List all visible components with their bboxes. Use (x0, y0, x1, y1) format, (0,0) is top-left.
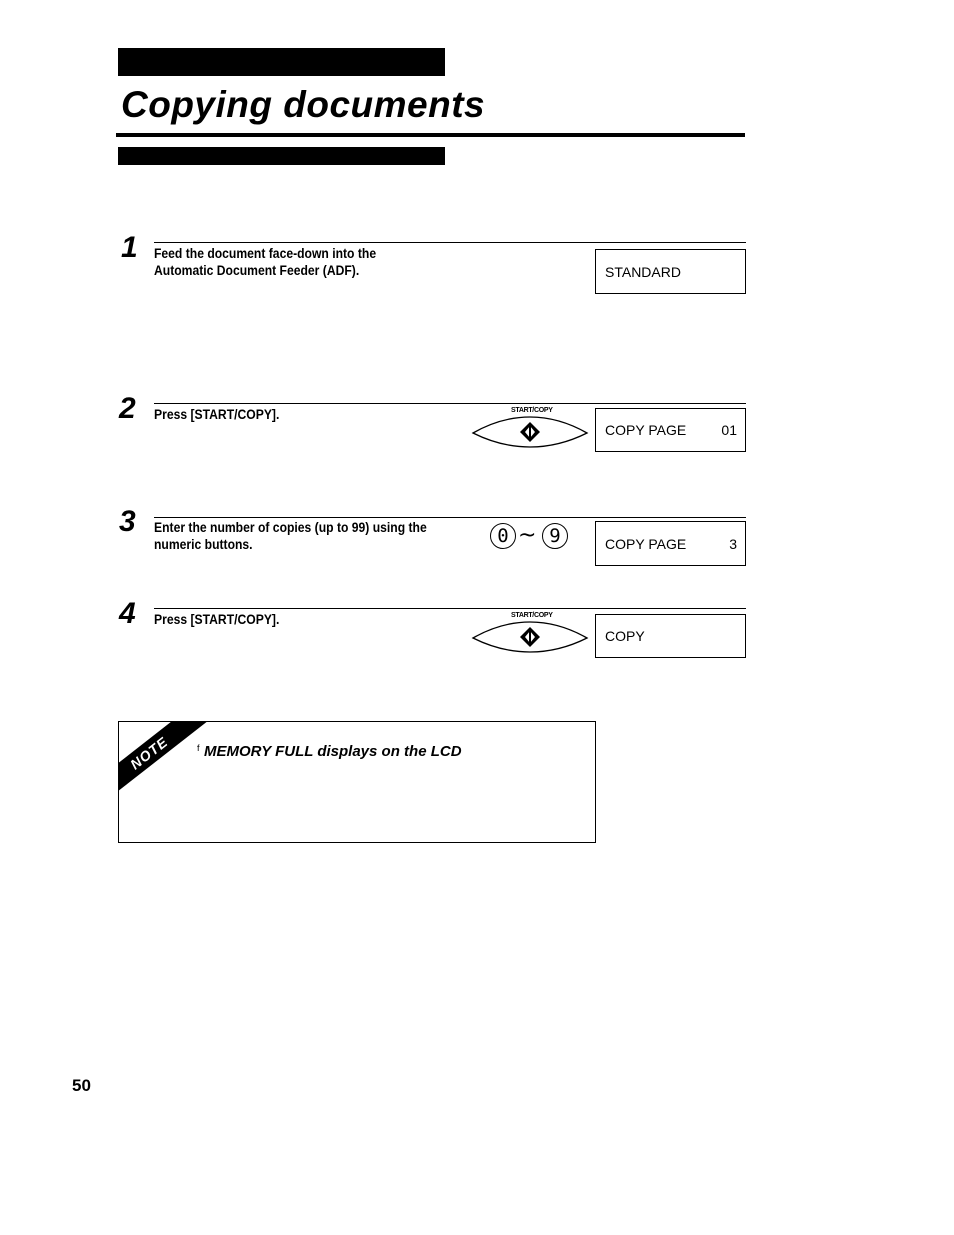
step-number: 2 (119, 392, 136, 425)
step-divider (154, 608, 746, 609)
lcd-display (595, 249, 746, 294)
step-number: 3 (119, 505, 136, 538)
lcd-label: COPY (605, 628, 645, 644)
numeric-key-nine-label: 9 (549, 525, 561, 547)
page-title: Copying documents (121, 84, 486, 125)
title-underline (116, 133, 745, 137)
start-diamond-icon (471, 407, 589, 449)
step-instruction: Feed the document face-down into the Automatic Document Feeder (ADF). (154, 246, 377, 278)
start-copy-label: START/COPY (511, 612, 553, 619)
note-tag: NOTE (127, 733, 171, 773)
lcd-label: STANDARD (605, 263, 681, 280)
step-divider (154, 517, 746, 518)
lcd-display (595, 521, 746, 566)
step-divider (154, 242, 746, 243)
numeric-key-zero-label: 0 (497, 525, 509, 547)
lcd-label: COPY PAGE (605, 535, 687, 552)
lcd-label: COPY PAGE (605, 422, 687, 438)
step-instruction: Enter the number of copies (up to 99) using the numeric buttons. (154, 520, 427, 552)
header-bar-bottom (118, 147, 445, 165)
lcd-value: 01 (721, 422, 737, 438)
step-divider (154, 403, 746, 404)
step-number: 4 (119, 597, 136, 630)
range-tilde: ~ (518, 523, 537, 548)
step-instruction: Press [START/COPY]. (154, 407, 280, 422)
lcd-display (595, 408, 746, 452)
lcd-display (595, 614, 746, 658)
numeric-keys-range (489, 522, 573, 552)
numeric-key-zero (490, 523, 516, 549)
start-copy-label: START/COPY (511, 407, 553, 414)
lcd-value: 3 (729, 535, 737, 552)
note-text: MEMORY FULL displays on the LCD (204, 743, 462, 760)
step-number: 1 (121, 231, 138, 264)
header-bar-top (118, 48, 445, 76)
note-bullet: f (197, 743, 200, 753)
note-box (118, 721, 596, 843)
page-number: 50 (72, 1076, 91, 1095)
step-instruction: Press [START/COPY]. (154, 612, 280, 627)
start-diamond-icon (471, 612, 589, 654)
start-copy-button (471, 407, 589, 449)
start-copy-button (471, 612, 589, 654)
note-corner-banner (118, 721, 211, 805)
numeric-key-nine (542, 523, 568, 549)
